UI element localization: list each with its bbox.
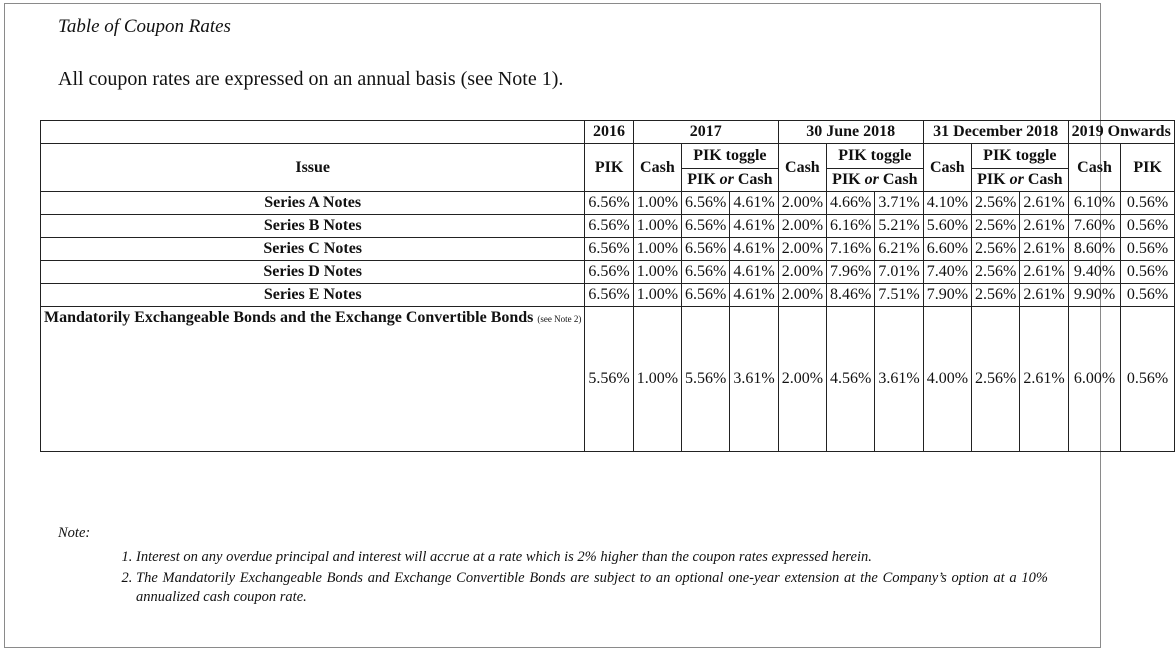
issue-cell: Series E Notes	[41, 284, 585, 307]
rate-cell: 2.61%	[1020, 307, 1068, 452]
header-2016-pik: PIK	[585, 144, 633, 192]
header-period-dec-2018: 31 December 2018	[923, 121, 1068, 144]
header-dec-2018-cash: Cash	[923, 144, 971, 192]
rate-cell: 6.00%	[1068, 307, 1121, 452]
table-row-series-e	[41, 284, 1175, 307]
header-2019-pik: PIK	[1121, 144, 1174, 192]
rate-cell: 2.00%	[778, 238, 826, 261]
rate-cell: 2.00%	[778, 307, 826, 452]
rate-cell: 6.56%	[682, 284, 730, 307]
rate-cell: 2.00%	[778, 261, 826, 284]
rate-cell: 4.61%	[730, 238, 778, 261]
rate-cell: 4.56%	[827, 307, 875, 452]
notes-section	[58, 525, 1048, 609]
rate-cell: 6.56%	[682, 261, 730, 284]
rate-cell: 0.56%	[1121, 238, 1174, 261]
rate-cell: 4.61%	[730, 284, 778, 307]
rate-cell: 4.61%	[730, 261, 778, 284]
rate-cell: 2.00%	[778, 192, 826, 215]
rate-cell: 6.56%	[585, 284, 633, 307]
rate-cell: 7.60%	[1068, 215, 1121, 238]
rate-cell: 6.56%	[585, 238, 633, 261]
rate-cell: 6.56%	[585, 261, 633, 284]
header-2019-cash: Cash	[1068, 144, 1121, 192]
rate-cell: 5.21%	[875, 215, 923, 238]
intro-text: All coupon rates are expressed on an annual basis (see Note 1).	[58, 68, 564, 90]
rate-cell: 2.00%	[778, 215, 826, 238]
rate-cell: 6.56%	[585, 192, 633, 215]
document-title: Table of Coupon Rates	[58, 16, 231, 37]
see-note-2: (see Note 2)	[537, 314, 582, 324]
rate-cell: 1.00%	[633, 261, 681, 284]
rate-cell: 3.61%	[730, 307, 778, 452]
rate-cell: 1.00%	[633, 215, 681, 238]
rate-cell: 4.66%	[827, 192, 875, 215]
header-period-2017: 2017	[633, 121, 778, 144]
header-dec-2018-pik-or-cash	[972, 169, 1069, 192]
rate-cell: 7.90%	[923, 284, 971, 307]
cash-word: Cash	[878, 171, 918, 188]
note-item-2: 2. The Mandatorily Exchangeable Bonds and Exchange Convertible Bonds are subject to an optional one-year extension at the Company’s option at a 10% annualized cash coupon rate.	[136, 569, 1048, 607]
table-row-mandatorily-exchangeable	[41, 307, 1175, 452]
pik-word: PIK	[687, 171, 720, 188]
rate-cell: 7.16%	[827, 238, 875, 261]
rate-cell: 4.00%	[923, 307, 971, 452]
issue-cell: Series C Notes	[41, 238, 585, 261]
rate-cell: 2.56%	[972, 192, 1020, 215]
issue-cell: Series A Notes	[41, 192, 585, 215]
rate-cell: 1.00%	[633, 238, 681, 261]
header-period-2019-onwards: 2019 Onwards	[1068, 121, 1174, 144]
cash-word: Cash	[733, 171, 773, 188]
rate-cell: 4.61%	[730, 192, 778, 215]
rate-cell: 8.46%	[827, 284, 875, 307]
issue-cell: Series B Notes	[41, 215, 585, 238]
rate-cell: 2.00%	[778, 284, 826, 307]
header-june-2018-pik-toggle: PIK toggle	[827, 144, 924, 169]
issue-cell	[41, 307, 585, 452]
rate-cell: 2.56%	[972, 261, 1020, 284]
header-row-periods	[41, 121, 1175, 144]
header-2017-pik-toggle: PIK toggle	[682, 144, 779, 169]
rate-cell: 0.56%	[1121, 192, 1174, 215]
rate-cell: 6.60%	[923, 238, 971, 261]
rate-cell: 6.56%	[682, 215, 730, 238]
rate-cell: 2.61%	[1020, 261, 1068, 284]
header-blank-cell	[41, 121, 585, 144]
rate-cell: 5.56%	[585, 307, 633, 452]
table-row-series-b	[41, 215, 1175, 238]
rate-cell: 1.00%	[633, 284, 681, 307]
rate-cell: 6.16%	[827, 215, 875, 238]
table-row-series-c	[41, 238, 1175, 261]
header-dec-2018-pik-toggle: PIK toggle	[972, 144, 1069, 169]
rate-cell: 5.60%	[923, 215, 971, 238]
header-period-2016: 2016	[585, 121, 633, 144]
rate-cell: 4.10%	[923, 192, 971, 215]
rate-cell: 2.56%	[972, 307, 1020, 452]
rate-cell: 2.56%	[972, 284, 1020, 307]
issue-cell: Series D Notes	[41, 261, 585, 284]
rate-cell: 1.00%	[633, 192, 681, 215]
rate-cell: 8.60%	[1068, 238, 1121, 261]
table-row-series-a	[41, 192, 1175, 215]
rate-cell: 7.01%	[875, 261, 923, 284]
rate-cell: 6.56%	[585, 215, 633, 238]
rate-cell: 5.56%	[682, 307, 730, 452]
rate-cell: 4.61%	[730, 215, 778, 238]
header-june-2018-cash: Cash	[778, 144, 826, 192]
table-row-series-d	[41, 261, 1175, 284]
header-2017-cash: Cash	[633, 144, 681, 192]
rate-cell: 2.61%	[1020, 215, 1068, 238]
rate-cell: 0.56%	[1121, 284, 1174, 307]
issue-name: Mandatorily Exchangeable Bonds and the Exchange Convertible Bonds	[44, 309, 534, 326]
rate-cell: 6.56%	[682, 192, 730, 215]
rate-cell: 6.56%	[682, 238, 730, 261]
rate-cell: 2.61%	[1020, 284, 1068, 307]
rate-cell: 9.40%	[1068, 261, 1121, 284]
pik-word: PIK	[832, 171, 865, 188]
rate-cell: 1.00%	[633, 307, 681, 452]
rate-cell: 0.56%	[1121, 215, 1174, 238]
or-word: or	[719, 171, 734, 188]
rate-cell: 3.71%	[875, 192, 923, 215]
coupon-rates-table	[40, 120, 1175, 452]
notes-list	[58, 548, 1048, 607]
note-item-1: 1. Interest on any overdue principal and interest will accrue at a rate which is 2% higher than the coupon rates expressed herein.	[136, 548, 1048, 567]
rate-cell: 0.56%	[1121, 307, 1174, 452]
rate-cell: 7.51%	[875, 284, 923, 307]
header-issue: Issue	[41, 144, 585, 192]
rate-cell: 2.61%	[1020, 192, 1068, 215]
rate-cell: 7.40%	[923, 261, 971, 284]
cash-word: Cash	[1023, 171, 1063, 188]
header-row-types	[41, 144, 1175, 169]
rate-cell: 2.56%	[972, 215, 1020, 238]
rate-cell: 6.10%	[1068, 192, 1121, 215]
rate-cell: 2.61%	[1020, 238, 1068, 261]
header-period-june-2018: 30 June 2018	[778, 121, 923, 144]
notes-label: Note:	[58, 525, 91, 541]
rate-cell: 6.21%	[875, 238, 923, 261]
rate-cell: 7.96%	[827, 261, 875, 284]
header-2017-pik-or-cash	[682, 169, 779, 192]
rate-cell: 0.56%	[1121, 261, 1174, 284]
header-june-2018-pik-or-cash	[827, 169, 924, 192]
rate-cell: 3.61%	[875, 307, 923, 452]
or-word: or	[864, 171, 879, 188]
rate-cell: 2.56%	[972, 238, 1020, 261]
rate-cell: 9.90%	[1068, 284, 1121, 307]
pik-word: PIK	[977, 171, 1010, 188]
or-word: or	[1009, 171, 1024, 188]
